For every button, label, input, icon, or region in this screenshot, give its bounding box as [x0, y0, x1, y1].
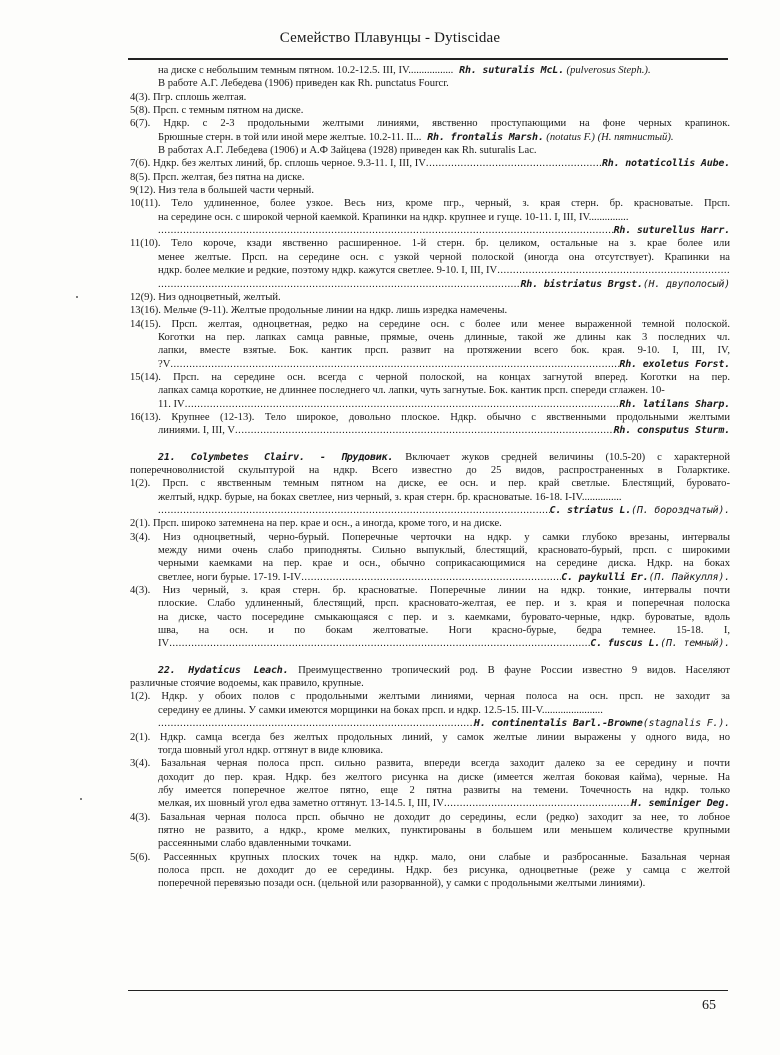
text-line — [130, 157, 730, 170]
line-text: В работе А.Г. Лебедева (1906) приведен как Rh. punctatus Fourcr. — [158, 78, 449, 90]
line-text: 4(3). Базальная черная полоса прсп. обычно не доходит до середины, если (редко) заходит за нее, то лобное — [130, 811, 730, 823]
line-text: 4(3). Пгр. сплошь желтая. — [130, 91, 247, 103]
text-line — [130, 131, 730, 144]
text-line — [130, 704, 730, 717]
line-text: между ними очень слабо приподняты. Сильно выпуклый, блестящий, красновато-бурый, прсп. с широкими — [158, 545, 730, 557]
line-text: 3(4). Низ одноцветный, черно-бурый. Поперечные черточки на ндкр. у самки глубоко врезаны, интервалы — [130, 531, 730, 543]
text-line — [130, 811, 730, 824]
line-text: шва, на осн. и по бокам желтоватые. Ноги красно-бурые, бедра темнее. 15-18. I, — [158, 625, 730, 637]
dot-leader — [301, 571, 561, 582]
text-line — [130, 851, 730, 864]
dot-leader — [497, 264, 730, 275]
line-text: различные стоячие водоемы, как правило, крупные. — [130, 678, 364, 690]
header-rule — [128, 58, 728, 60]
line-text: светлее, ноги бурые. 17-19. I-IV — [158, 571, 302, 583]
line-text: поперечной перевязью позади осн. (цельной или разорванной), у самки с продольными желтыми линиями). — [158, 878, 646, 890]
line-text: желтый, ндкр. бурые, на боках светлее, низ черный, з. края стерн. бр. красноватые. 16-18. I-IV............... — [158, 491, 622, 503]
text-line — [130, 611, 730, 624]
line-text: 3(4). Базальная черная полоса прсп. сильно развита, впереди всегда заходит далеко за ее середину и почти — [130, 758, 730, 770]
text-line — [130, 344, 730, 357]
species-name: H. continentalis Barl.-Browne — [473, 718, 643, 730]
line-text: 2(1). Прсп. широко затемнена на пер. крае и осн., а иногда, кроме того, и на диске. — [130, 518, 502, 530]
species-name: Rh. suturellus Harr. — [613, 225, 730, 237]
text-line — [130, 117, 730, 130]
line-text: тогда шовный угол ндкр. оттянут в виде клювика. — [158, 744, 383, 756]
text-line — [130, 731, 730, 744]
text-line — [130, 184, 730, 197]
text-line — [130, 464, 730, 477]
text-line — [130, 451, 730, 464]
species-common-name: (П. темный). — [660, 638, 730, 650]
text-line — [130, 398, 730, 411]
line-text: 14(15). Прсп. желтая, одноцветная, редко на середине осн. с более или менее выраженной темной полоской. — [130, 318, 730, 330]
line-text: пятно не развито, а ндкр., кроме мелких, пунктированы в большем или меньшем количестве крупными — [158, 824, 730, 836]
line-text: IV — [158, 638, 170, 650]
line-text: плоские. Слабо удлиненный, блестящий, прсп. красновато-желтая, ее пер. и з. края и поперечная полоска — [158, 598, 730, 610]
line-text: 1(2). Прсп. с явственным темным пятном на диске, ее осн. и пер. край светлые. Блестящий, буровато- — [130, 478, 730, 490]
line-text: ?V — [158, 358, 171, 370]
text-line — [130, 331, 730, 344]
line-text: лбу имеется поперечное желтое пятно, еще 2 пятна развиты на темени. Точечность на ндкр. только — [158, 784, 730, 796]
species-name: Rh. latilans Sharp. — [619, 398, 730, 410]
footer-rule — [128, 990, 728, 991]
dot-leader — [158, 717, 474, 728]
line-text: 13(16). Мельче (9-11). Желтые продольные линии на ндкр. лишь изредка намечены. — [130, 305, 508, 317]
text-line — [130, 784, 730, 797]
line-text: 10(11). Тело удлиненное, более узкое. Весь низ, кроме пгр., черный, з. края стерн. бр. красноватые. Прсп. — [130, 198, 730, 210]
text-line — [130, 278, 730, 291]
species-common-name: (notatus F.) (Н. пятнистый). — [543, 131, 674, 143]
text-line — [130, 677, 730, 690]
text-line — [130, 637, 730, 650]
text-line — [130, 531, 730, 544]
dot-leader — [444, 797, 631, 808]
text-line — [130, 171, 730, 184]
line-text: 5(6). Рассеянных крупных плоских точек на ндкр. мало, они слабые и разбросанные. Базальная черная — [130, 851, 730, 863]
scan-speck — [80, 798, 82, 800]
line-text: 5(8). Прсп. с темным пятном на диске. — [130, 105, 304, 117]
genus-heading: 21. Colymbetes Clairv. - Прудовик. — [158, 451, 394, 463]
species-name: Rh. notaticollis Aube. — [601, 158, 730, 170]
text-line — [130, 824, 730, 837]
species-common-name: (П. Пайкулля). — [648, 571, 730, 583]
line-text: 6(7). Ндкр. с 2-3 продольными желтыми линиями, явственно проступающими на фоне черных крапинок. — [130, 118, 730, 130]
text-line — [130, 690, 730, 703]
text-line — [130, 797, 730, 810]
key-text-body — [130, 64, 730, 891]
text-line — [130, 624, 730, 637]
text-line — [130, 517, 730, 530]
text-line — [130, 264, 730, 277]
text-line — [130, 664, 730, 677]
dot-leader — [185, 398, 620, 409]
text-line — [130, 224, 730, 237]
line-text: на середине осн. с широкой черной каемкой. Крапинки на ндкр. крупнее и гуще. 10-11. I, III, IV............... — [158, 211, 629, 223]
text-line — [130, 384, 730, 397]
line-text: на диске, часто посередине смыкающаяся с пер. и з. каемками, буровато-черные, ндкр. буроватые, вдоль — [158, 611, 730, 623]
line-text: линиями. I, III, V — [158, 425, 236, 437]
line-text: середину ее длины. У самки имеются морщинки на боках прсп. и ндкр. 12.5-15. III-V....................... — [158, 704, 603, 716]
species-common-name: (П. бороздчатый). — [631, 505, 730, 516]
dot-leader — [235, 424, 614, 435]
species-common-name: (stagnalis F.). — [642, 718, 730, 730]
text-line — [130, 757, 730, 770]
text-line — [130, 837, 730, 850]
species-name: C. paykulli Er. — [561, 571, 649, 583]
line-text: менее желтые. Прсп. на середине осн. с узкой черной полоской (иногда она отсутствует). Крапинки на — [158, 251, 730, 263]
text-line — [130, 371, 730, 384]
genus-heading: 22. Hydaticus Leach. — [158, 664, 289, 676]
text-line — [130, 291, 730, 304]
text-line — [130, 584, 730, 597]
text-line — [130, 477, 730, 490]
line-text: 7(6). Ндкр. без желтых линий, бр. сплошь черное. 9.3-11. I, III, IV — [130, 158, 426, 170]
line-text: лапки, вместе взятые. Бок. кантик прсп. развит на протяжении всего бок. края. 9-10. I, III, IV, — [158, 345, 730, 357]
species-name: C. fuscus L. — [590, 638, 661, 650]
text-line — [130, 557, 730, 570]
text-line — [130, 744, 730, 757]
dot-leader — [158, 504, 550, 515]
line-text: ндкр. более мелкие и редкие, поэтому ндкр. кажутся светлее. 9-10. I, III, IV — [158, 265, 498, 277]
text-line — [130, 717, 730, 730]
line-text: Брюшные стерн. в той или иной мере желтые. 10.2-11. II... — [158, 131, 422, 143]
text-line — [130, 237, 730, 250]
text-line — [130, 251, 730, 264]
species-name: Rh. frontalis Marsh. — [421, 131, 544, 143]
species-name: Rh. consputus Sturm. — [613, 425, 730, 437]
scan-speck — [76, 296, 78, 298]
line-text: 11. IV — [158, 398, 185, 410]
text-line — [130, 197, 730, 210]
line-text: 16(13). Крупнее (12-13). Тело широкое, довольно плоское. Ндкр. обычно с явственными продольными желтыми — [130, 411, 730, 423]
line-text: Преимущественно тропический род. В фауне России известно 9 видов. Населяют — [288, 664, 730, 676]
text-line — [130, 411, 730, 424]
line-text: 12(9). Низ одноцветный, желтый. — [130, 291, 281, 303]
line-text: 2(1). Ндкр. самца всегда без желтых продольных линий, у самок желтые линии выражены у одного вида, но — [130, 731, 730, 743]
species-name: Rh. bistriatus Brgst. — [520, 278, 643, 290]
text-line — [130, 144, 730, 157]
line-text: полоса прсп. не доходит до ее середины. Ндкр. без рисунка, одноцветные (реже у самца с желтой — [158, 864, 730, 876]
line-text: лапках самца короткие, не длиннее последнего чл. лапки, чуть загнутые. Бок. кантик прсп. спереди сглажен. 10- — [158, 385, 665, 397]
line-text: Коготки на пер. лапках самца равные, прямые, очень длинные, такой же длины как 3 последних чл. — [158, 331, 730, 343]
text-line — [130, 504, 730, 517]
text-line — [130, 771, 730, 784]
species-name: C. striatus L. — [549, 505, 632, 516]
species-name: Rh. suturalis McL. — [453, 65, 564, 76]
text-line — [130, 491, 730, 504]
dot-leader — [158, 278, 520, 289]
line-text: 8(5). Прсп. желтая, без пятна на диске. — [130, 171, 305, 183]
text-line — [130, 211, 730, 224]
line-text: 9(12). Низ тела в большей части черный. — [130, 185, 314, 197]
text-line — [130, 424, 730, 437]
dot-leader — [169, 637, 590, 648]
line-text: 11(10). Тело короче, кзади явственно расширенное. 1-й стерн. бр. целиком, остальные на з. крае более или — [130, 238, 730, 250]
text-line — [130, 877, 730, 890]
page-number: 65 — [702, 998, 716, 1013]
text-line — [130, 864, 730, 877]
species-common-name: (Н. двуполосый) — [642, 278, 730, 290]
species-name: H. seminiger Deg. — [631, 798, 730, 810]
text-line — [130, 64, 730, 77]
text-line — [130, 597, 730, 610]
line-text: В работах А.Г. Лебедева (1906) и А.Ф Зайцева (1928) приведен как Rh. suturalis Lac. — [158, 145, 537, 157]
line-text: 4(3). Низ черный, з. края стерн. бр. красноватые. Поперечные линии на ндкр. тонкие, интервалы почти — [130, 585, 730, 597]
line-text: на диске с небольшим темным пятном. 10.2-12.5. III, IV................. — [158, 65, 454, 76]
line-text: мелкая, их шовный угол едва заметно оттянут. 13-14.5. I, III, IV — [158, 798, 444, 810]
text-line — [130, 358, 730, 371]
dot-leader — [158, 224, 614, 235]
text-line — [130, 104, 730, 117]
line-text: доходит до пер. края. Ндкр. без желтого рисунка на диске (имеется желтая боковая кайма), черные. На — [158, 771, 730, 783]
line-text: Включает жуков средней величины (10.5-20) с характерной — [393, 451, 730, 463]
line-text: 15(14). Прсп. на середине осн. всегда с черной полоской, на концах загнутой вперед. Коготки на пер. — [130, 371, 730, 383]
text-line — [130, 304, 730, 317]
section-gap — [130, 438, 730, 451]
text-line — [130, 571, 730, 584]
dot-leader — [426, 157, 602, 168]
line-text: черными каемками на пер. крае и осн., обычно соприкасающимися на середине диска. Ндкр. на боках — [158, 558, 730, 570]
text-line — [130, 544, 730, 557]
dot-leader — [170, 358, 619, 369]
line-text: 1(2). Ндкр. у обоих полов с продольными желтыми линиями, черная полоса на осн. прсп. не заходит за — [130, 691, 730, 703]
text-line — [130, 91, 730, 104]
line-text: рассеянными слабо вдавленными точками. — [158, 838, 352, 850]
species-common-name: (pulverosus Steph.). — [563, 65, 651, 76]
running-header: Семейство Плавунцы - Dytiscidae — [279, 30, 501, 46]
section-gap — [130, 651, 730, 664]
text-line — [130, 318, 730, 331]
species-name: Rh. exoletus Forst. — [619, 358, 730, 370]
line-text: поперечноволнистой скульптурой на ндкр. Всего известно до 25 видов, распространенных в Голарктике. — [130, 464, 730, 476]
text-line — [130, 77, 730, 90]
